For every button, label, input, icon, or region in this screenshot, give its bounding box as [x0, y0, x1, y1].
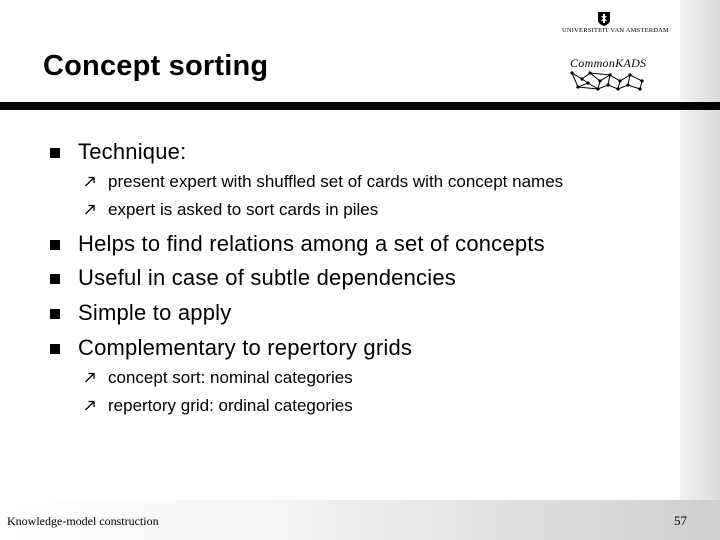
sub-bullet-item: expert is asked to sort cards in piles: [108, 200, 379, 219]
bullet-item: Technique:: [78, 139, 187, 164]
uva-shield-icon: [598, 12, 610, 26]
square-bullet-icon: [50, 274, 60, 284]
square-bullet-icon: [50, 240, 60, 250]
bullet-item: Simple to apply: [78, 300, 232, 325]
sub-bullet-item: present expert with shuffled set of cards with concept names: [108, 172, 564, 191]
sub-bullet-item: repertory grid: ordinal categories: [108, 396, 353, 415]
arrow-bullet-icon: [84, 371, 96, 383]
square-bullet-icon: [50, 309, 60, 319]
bullet-item: Useful in case of subtle dependencies: [78, 265, 456, 290]
bullet-item: Helps to find relations among a set of concepts: [78, 231, 545, 256]
square-bullet-icon: [50, 344, 60, 354]
bullet-item: Complementary to repertory grids: [78, 335, 413, 360]
commonkads-network-icon: [568, 69, 648, 93]
arrow-bullet-icon: [84, 175, 96, 187]
sub-bullet-item: concept sort: nominal categories: [108, 368, 353, 387]
title-rule: [0, 102, 720, 110]
page-number: 57: [674, 513, 687, 528]
square-bullet-icon: [50, 148, 60, 158]
footer-text: Knowledge-model construction: [7, 514, 159, 528]
arrow-bullet-icon: [84, 399, 96, 411]
commonkads-logo-text: CommonKADS: [570, 56, 647, 70]
commonkads-logo: [568, 56, 648, 94]
right-edge-shade: [680, 0, 720, 540]
slide-title: Concept sorting: [43, 50, 269, 82]
arrow-bullet-icon: [84, 203, 96, 215]
university-logo-text: UNIVERSITEIT VAN AMSTERDAM: [562, 27, 670, 34]
university-logo: [562, 12, 670, 38]
